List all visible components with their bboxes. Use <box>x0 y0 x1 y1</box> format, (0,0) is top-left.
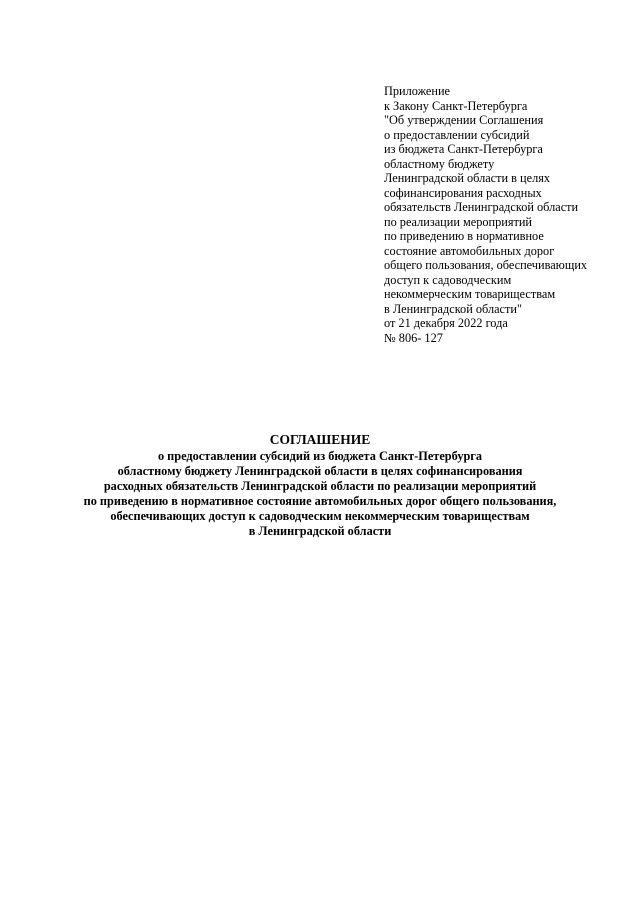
appendix-block <box>384 84 624 345</box>
agreement-subtitle-line: в Ленинградской области <box>248 524 392 538</box>
appendix-line: Приложение <box>384 84 450 98</box>
agreement-heading <box>0 431 640 539</box>
appendix-line: некоммерческим товариществам <box>384 287 556 301</box>
appendix-line: к Закону Санкт-Петербурга <box>384 98 528 113</box>
appendix-line: по приведению в нормативное <box>384 229 544 243</box>
appendix-date: от 21 декабря 2022 года <box>384 316 508 330</box>
agreement-subtitle-line: о предоставлении субсидий из бюджета Санкт-Петербурга <box>157 449 483 463</box>
agreement-subtitle-line: по приведению в нормативное состояние автомобильных дорог общего пользования, <box>83 494 557 508</box>
appendix-line: обязательств Ленинградской области <box>384 200 579 214</box>
appendix-number: № 806- 127 <box>384 330 443 345</box>
agreement-title: СОГЛАШЕНИЕ <box>269 432 371 447</box>
appendix-line: Ленинградской области в целях <box>384 171 551 185</box>
appendix-line: состояние автомобильных дорог <box>384 243 555 258</box>
appendix-line: по реализации мероприятий <box>384 214 533 229</box>
agreement-subtitle-line: обеспечивающих доступ к садоводческим некоммерческим товариществам <box>110 509 530 523</box>
appendix-line: общего пользования, обеспечивающих <box>384 258 588 272</box>
appendix-line: доступ к садоводческим <box>384 272 512 287</box>
appendix-line: в Ленинградской области" <box>384 301 522 316</box>
appendix-line: о предоставлении субсидий <box>384 127 530 142</box>
agreement-subtitle-line: расходных обязательств Ленинградской области по реализации мероприятий <box>103 479 537 493</box>
appendix-line: из бюджета Санкт-Петербурга <box>384 142 543 156</box>
appendix-line: областному бюджету <box>384 156 495 171</box>
appendix-line: софинансирования расходных <box>384 185 542 200</box>
agreement-subtitle-line: областному бюджету Ленинградской области в целях софинансирования <box>117 464 523 478</box>
appendix-line: "Об утверждении Соглашения <box>384 113 544 127</box>
